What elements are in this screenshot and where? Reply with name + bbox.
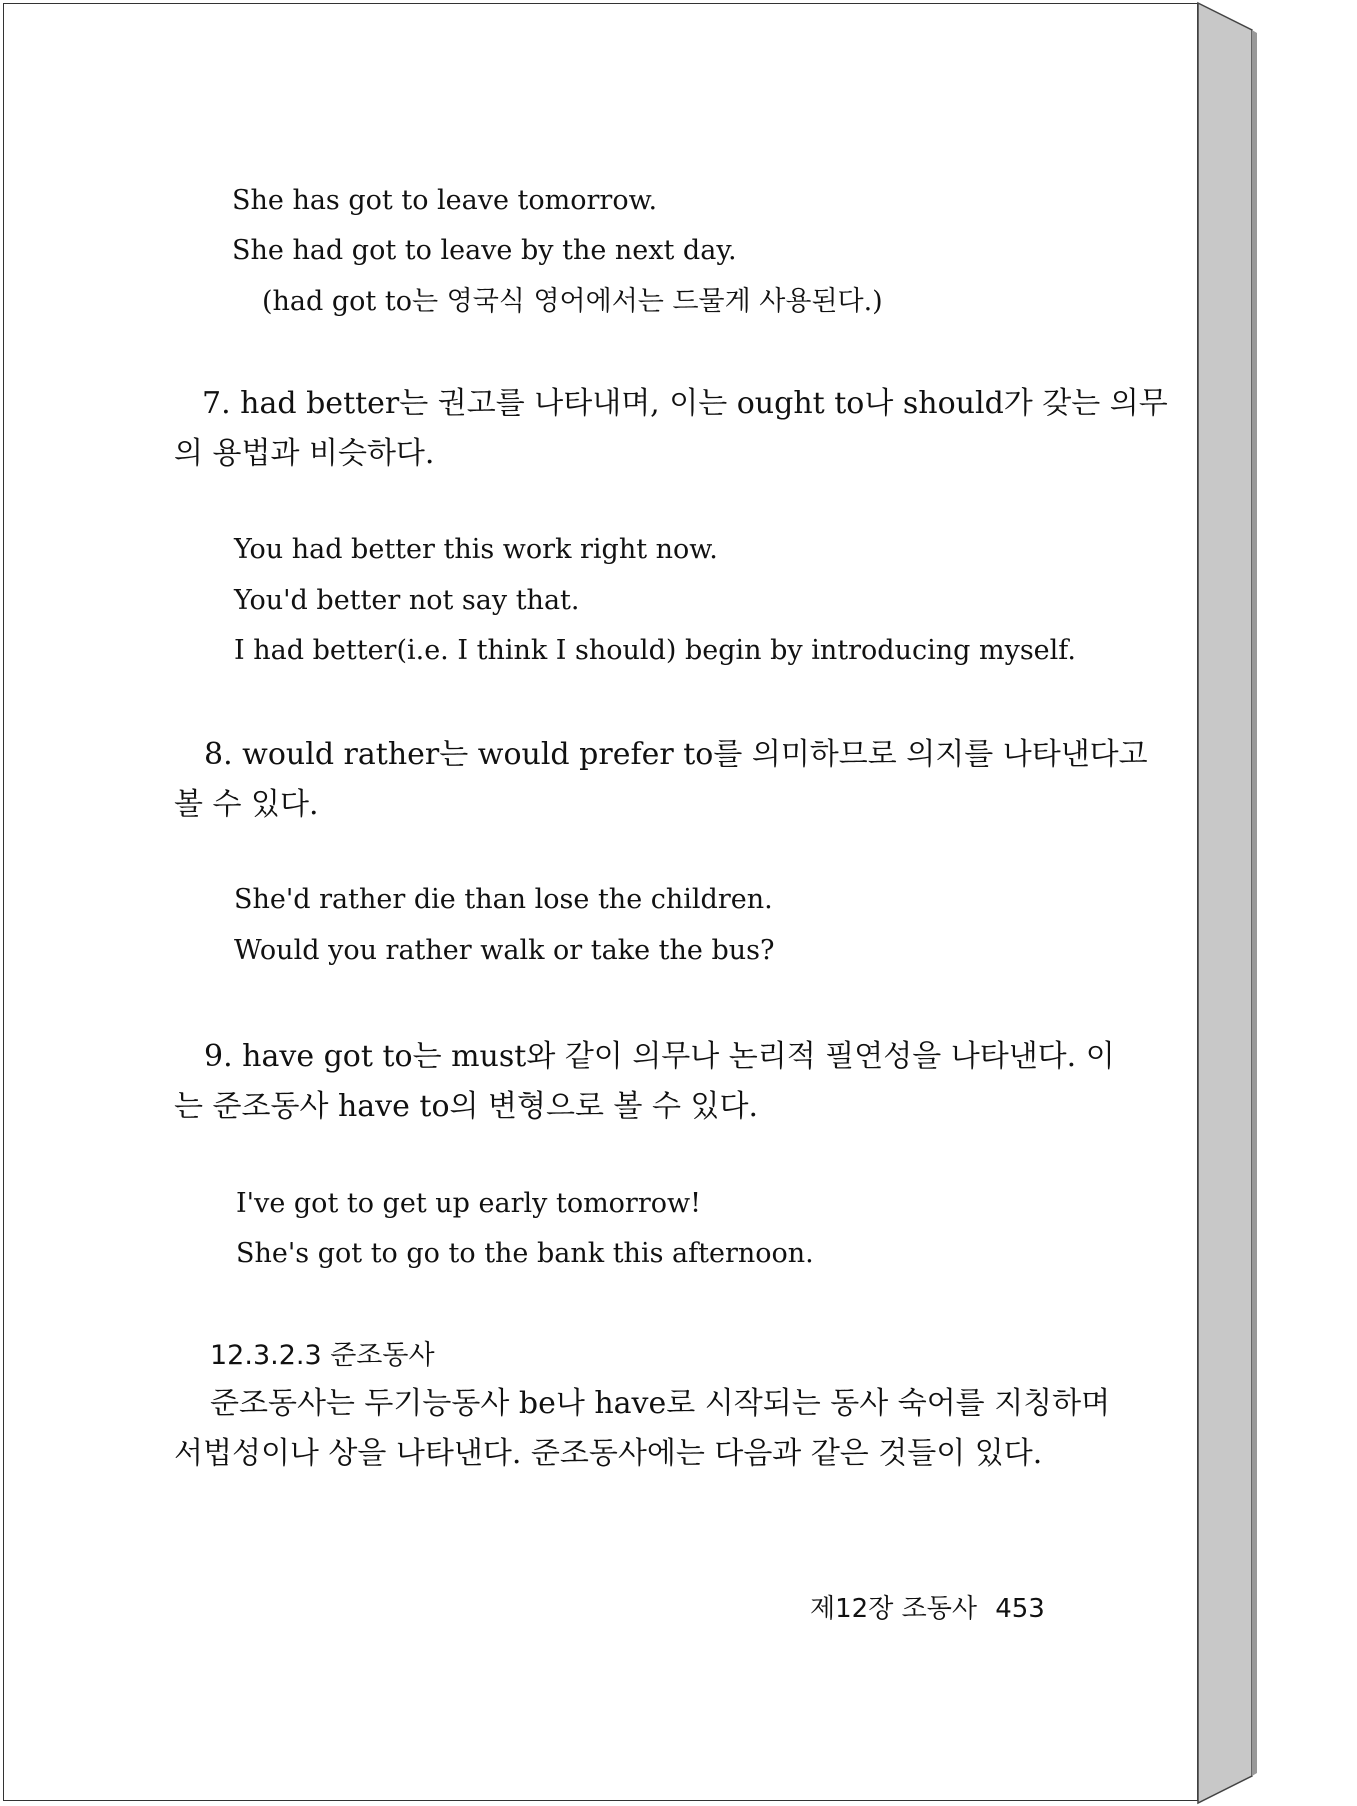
example-line: I had better(i.e. I think I should) begin by introducing myself.: [234, 635, 1076, 666]
example-line: Would you rather walk or take the bus?: [234, 935, 775, 966]
example-line: She'd rather die than lose the children.: [234, 884, 773, 915]
page-number: 453: [995, 1594, 1045, 1624]
example-line: I've got to get up early tomorrow!: [236, 1188, 701, 1219]
item8-line1: 8. would rather는 would prefer to를 의미하므로 의지를 나타낸다고: [204, 737, 1148, 772]
page-footer: [810, 1596, 1045, 1622]
example-line: She had got to leave by the next day.: [232, 235, 737, 266]
example-line: She's got to go to the bank this afternoon.: [236, 1238, 814, 1269]
section-line2: 서법성이나 상을 나타낸다. 준조동사에는 다음과 같은 것들이 있다.: [174, 1436, 1043, 1471]
book-page: [3, 3, 1198, 1801]
example-note: (had got to는 영국식 영어에서는 드물게 사용된다.): [262, 286, 883, 317]
item7-line2: 의 용법과 비슷하다.: [174, 436, 435, 471]
example-line: She has got to leave tomorrow.: [232, 185, 658, 216]
example-line: You'd better not say that.: [234, 585, 580, 616]
item7-line1: 7. had better는 권고를 나타내며, 이는 ought to나 should가 갖는 의무: [202, 386, 1168, 421]
chapter-label: 제12장 조동사: [810, 1594, 977, 1624]
item9-line2: 는 준조동사 have to의 변형으로 볼 수 있다.: [174, 1089, 759, 1124]
item9-line1: 9. have got to는 must와 같이 의무나 논리적 필연성을 나타낸다. 이: [204, 1039, 1115, 1074]
section-line1: 준조동사는 두기능동사 be나 have로 시작되는 동사 숙어를 지칭하며: [210, 1386, 1111, 1421]
section-heading: 12.3.2.3 준조동사: [210, 1340, 435, 1371]
example-line: You had better this work right now.: [234, 534, 718, 565]
item8-line2: 볼 수 있다.: [174, 787, 319, 822]
